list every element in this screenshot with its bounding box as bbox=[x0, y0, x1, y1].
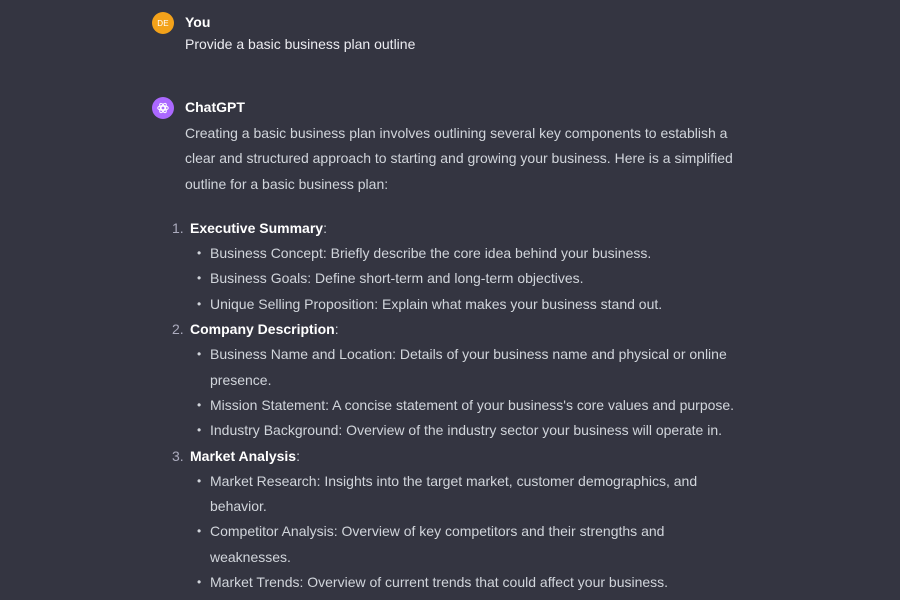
section-points bbox=[190, 241, 745, 317]
section-number: 2. bbox=[172, 321, 184, 338]
section-colon: : bbox=[334, 321, 339, 338]
list-item bbox=[190, 519, 745, 570]
bullet-icon: • bbox=[197, 246, 202, 261]
point-text: Industry Background: Overview of the industry sector your business will operate in. bbox=[210, 422, 723, 439]
list-item bbox=[190, 393, 745, 418]
bullet-icon: • bbox=[197, 524, 202, 539]
section-points bbox=[190, 342, 745, 443]
user-avatar-initials: DE bbox=[157, 18, 169, 28]
list-item bbox=[190, 570, 745, 595]
section-title: Market Analysis bbox=[190, 447, 297, 464]
list-item bbox=[190, 342, 745, 393]
list-item bbox=[190, 241, 745, 266]
openai-logo-icon bbox=[156, 101, 170, 115]
point-text: Unique Selling Proposition: Explain what makes your business stand out. bbox=[210, 295, 663, 312]
point-text: Market Research: Insights into the target market, customer demographics, and behavior. bbox=[210, 472, 698, 515]
outline-section bbox=[172, 317, 745, 443]
assistant-intro-text: Creating a basic business plan involves outlining several key components to establish a clear and structured approach to starting and growing your business. Here is a simplified outline for a basic business plan: bbox=[185, 125, 733, 192]
section-title: Executive Summary bbox=[190, 219, 324, 236]
bullet-icon: • bbox=[197, 473, 202, 488]
business-plan-outline bbox=[172, 216, 745, 595]
point-text: Competitor Analysis: Overview of key competitors and their strengths and weaknesses. bbox=[210, 523, 665, 565]
point-text: Business Goals: Define short-term and long-term objectives. bbox=[210, 270, 584, 287]
bullet-icon: • bbox=[197, 423, 202, 438]
bullet-icon: • bbox=[197, 575, 202, 590]
assistant-message-body bbox=[172, 121, 745, 595]
list-item bbox=[190, 469, 745, 520]
bullet-icon: • bbox=[197, 271, 202, 286]
section-colon: : bbox=[323, 219, 327, 236]
point-text: Market Trends: Overview of current trends that could affect your business. bbox=[210, 574, 669, 591]
bullet-icon: • bbox=[197, 296, 202, 311]
section-number: 3. bbox=[172, 447, 184, 464]
section-number: 1. bbox=[172, 219, 184, 236]
list-item bbox=[190, 418, 745, 443]
bullet-icon: • bbox=[197, 397, 202, 412]
point-text: Mission Statement: A concise statement of your business's core values and purpose. bbox=[210, 396, 735, 413]
assistant-avatar bbox=[152, 97, 174, 119]
section-title: Company Description bbox=[190, 321, 335, 338]
outline-section bbox=[172, 444, 745, 596]
point-text: Business Name and Location: Details of your business name and physical or online presence. bbox=[210, 346, 727, 388]
point-text: Business Concept: Briefly describe the core idea behind your business. bbox=[210, 245, 652, 262]
bullet-icon: • bbox=[197, 347, 202, 362]
user-message-text: Provide a basic business plan outline bbox=[185, 36, 416, 52]
user-author-name: You bbox=[185, 14, 211, 30]
outline-section bbox=[172, 216, 745, 317]
list-item bbox=[190, 266, 745, 291]
user-avatar bbox=[152, 12, 174, 34]
section-colon: : bbox=[296, 447, 300, 464]
list-item bbox=[190, 292, 745, 317]
section-points bbox=[190, 469, 745, 595]
assistant-author-name: ChatGPT bbox=[185, 99, 245, 115]
